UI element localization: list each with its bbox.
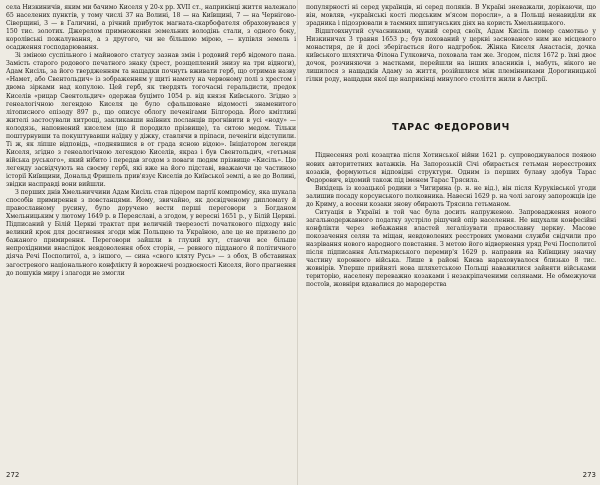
- paragraph: Вихідець із козацької родини з Чигирина (р. н. не від.), він після Куруківської угоди залишив посаду корсунського полковника. Навесні 1629 р. на чолі загону запорожців іде до Криму, а восени козаки знову обирають Трясила гетьманом.: [306, 184, 596, 208]
- gutter: [297, 0, 298, 485]
- paragraph: Піднесення ролі козацтва після Хотинської війни 1621 р. супроводжувалося появою нових авторитетних ватажків. На Запорозькій Січі обирається гетьман нереєстрових козаків, формуються відповідні структури. Одним із перших булаву здобув Тарас Федорович, відомий також під іменем Тарас Трясила.: [306, 152, 596, 184]
- paragraph: популярності ні серед українців, ні серед поляків. В Україні зневажали, дорікаючи, що він, мовляв, «українські кості людським м'ясом поросли», а в Польщі ненавиділи як зрадника і підозрювали в таємних шпигунських діях на користь Хмельницького.: [306, 4, 596, 28]
- left-page: [6, 4, 296, 482]
- paragraph: Відштовхнутий сучасниками, чужий серед своїх, Адам Кисіль помер самотньо у Низкиничах 3 травня 1653 р.; був похований у церкві заснованого ним же місцевого монастиря, де й досі зберігається його надгробок. Жінка Киселя Анастасія, дочка київського шляхтича Філона Гулковича, поховала там же. Згодом, після 1672 р. їхні двоє дочок, розчиняючи з маєтками, перейшли на інших власників і, мабуть, нікого не лишилося з нащадків Адаму за життя, розійшлися між племінниками Дорогиницької гілки роду, нащадки якої ще наприкінці минулого століття жили в Австрії.: [306, 28, 596, 84]
- paragraph: села Низкиничів, яким ми бачимо Киселя у 20-х pp. XVII ст., наприкінці життя належало 65 населених пунктів, у тому числі 37 на Волині, 18 — на Київщині, 7 — на Чернігово-Сіверщині, 3 — в Галичині, а річний прибуток магната-скарбофателя обраховувався у 150 тис. золотих. Джерелом примноження земельних володінь стали, з одного боку, королівські пожалування, а з другого, чи не більшою мірою, — купівля земель і осадження господарювання.: [6, 4, 296, 52]
- page-number: 272: [6, 471, 20, 479]
- paragraph: З перших днів Хмельниччини Адам Кисіль став лідером партії компромісу, яка шукала способів примирення з повстанцями. Йому, звичайно, як досвідченому дипломату й православному русину, було доручено вести перші переговори з Богданом Хмельницьким у лютому 1649 р. в Переяславі, а згодом, у вересні 1651 р., у Білій Церкві. Підписаний у Білій Церкві трактат при величній тверезості початкового підходу вніс великий крок для досягнення згоди між Польщею та Україною, але це не призвело до бажаного примирення. Переговори зайшли в глухий кут, стаючи все більше непрохідними внаслідок невдоволення обох сторін, — ревного підданого й політичного діяча Речі Посполитої, а, з іншого, — сина «свого кляту Русь» — з обох, В обставинах загостреного національного конфлікту й ворожнечі роздвоєності Киселя, його прагнення до пошуків миру і злагоди не змогли: [6, 189, 296, 277]
- right-page: [306, 4, 596, 482]
- page-number: 273: [582, 471, 596, 479]
- chapter-heading: ТАРАС ФЕДОРОВИЧ: [392, 122, 510, 134]
- paragraph: Зі зміною суспільного і майнового статусу зазнав змін і родовий герб відомого пана. Замість старого родового печатного знаку (хрест, розщеплений знизу на три відноги), Адам Кисіль, за його твердженням та нащадки почнуть вживати герб, що отримав назву «Намет, або Свентольдич» із зображенням у щиті намету на червоному полі з хрестом і двома зірками над копулою. Цей герб, як твердять тогочасні геральдисти, предок Киселів «рицар Свентольдич» одержав буцімто 1054 р. від князя Київського. Згідно з генеалогічною легендою Киселя це було сфальшоване відомості знаменитого літописного епізоду 897 р., що описує облогу печенігами Білгорода. Його кмітливі жителі застосували хитрощі, закликавши наївних посланців прогнівити в усі «ноду» — колодязь, наповнений киселем (що й породило прізвище), та ситою медом. Тільки поштурнувши та покуштувавши наїдку у діжку, ставлячи в пріпаси, печеніги відступили. Ті ж, як ліпше відповідь, «поднявшися в от града ясною відою». Ініціатором легенди Киселя, згідно з генеалогічною легендою Киселів, якраз і був Свентольдич, «гетьман військa руського», який нібито і передав згодом з поваги людям прізвище «Кисіль». Цю легенду засвідчують на своєму гербі, які вже на його підставі, вважаючи це частиною історії Київщини, Дональд Фришель прив'язує Киселів до Київської землі, а не до Волині, звідки насправді вони вийшли.: [6, 52, 296, 189]
- paragraph: Ситуація в Україні в той час була досить напруженою. Запровадження нового загальнодержавного податку зустріло рішучий опір населення. Не вщухали конфесійні конфлікти через небажання властей легалізувати православну церкву. Масове покозачення селян та міщан, невдоволених реєстрових умовами служби свідчили про назрівання нового народного повстання. З метою його відвернення уряд Речі Посполитої після підписання Альтмаркського перемир'я 1629 р. направив на Київщину значну частину коронного війська. Лише в районі Києва нараховувалося близько 8 тис. жовнірів. Уперше прийняті нова шляхетською Польщі наважилися зайняти військами територію, населену переважно козаками і незакріпаченими селянами. Не обмежуючи постоїв, жовніри вдавалися до мародерства: [306, 208, 596, 289]
